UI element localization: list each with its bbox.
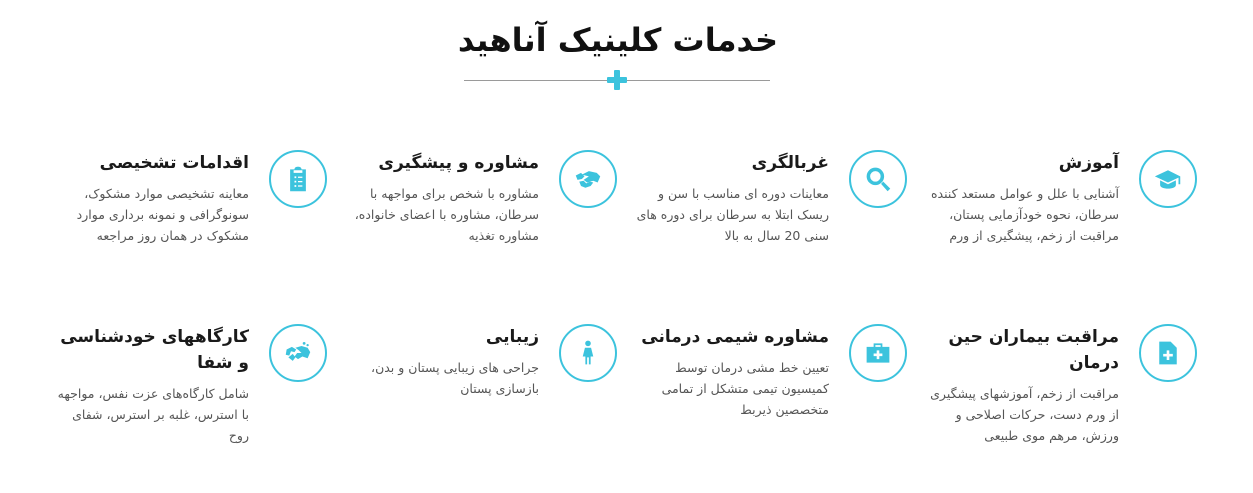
service-diagnostics [37,150,327,290]
service-title: مشاوره و پیشگیری [378,153,539,173]
clipboard-list-icon[interactable] [269,150,327,208]
service-title: اقدامات تشخیصی [99,153,249,173]
service-description: معاینات دوره ای مناسب با سن و ریسک ابتلا به سرطان برای دوره های سنی 20 سال به بالا [636,186,829,243]
female-icon[interactable] [559,324,617,382]
plus-icon [607,70,627,90]
service-workshops [37,324,327,464]
medical-file-icon[interactable] [1139,324,1197,382]
service-education [907,150,1197,290]
service-description: جراحی های زیبایی پستان و بدن، بازسازی پستان [371,360,539,396]
service-title: مشاوره شیمی درمانی [641,327,829,347]
service-screening [617,150,907,290]
graduation-cap-icon[interactable] [1139,150,1197,208]
service-title: مراقبت بیماران حین درمان [948,327,1119,373]
service-description: تعیین خط مشی درمان توسط کمیسیون تیمی متشکل از تمامی متخصصین ذیربط [661,360,829,417]
service-title: زیبایی [485,327,539,347]
service-patient-care [907,324,1197,464]
service-title: کارگاههای خودشناسی و شفا [60,327,249,373]
medkit-icon[interactable] [849,324,907,382]
service-description: آشنایی با علل و عوامل مستعد کننده سرطان، نحوه خودآزمایی پستان، مراقبت از زخم، پیشگیری از ورم [930,186,1119,243]
page-title: خدمات کلینیک آناهید [457,21,779,59]
search-icon[interactable] [849,150,907,208]
service-description: مراقبت از زخم، آموزشهای پیشگیری از ورم دست، حرکات اصلاحی و ورزش، مرهم موی طبیعی [930,386,1119,443]
service-counseling [327,150,617,290]
handshake-icon[interactable] [559,150,617,208]
service-title: غربالگری [751,153,829,173]
service-chemo-counseling [617,324,907,464]
service-description: مشاوره با شخص برای مواجهه با سرطان، مشاوره با اعضای خانواده، مشاوره تغذیه [354,186,539,243]
service-title: آموزش [1058,153,1119,173]
service-beauty [327,324,617,464]
hands-icon[interactable] [269,324,327,382]
service-description: شامل کارگاه‌های عزت نفس، مواجهه با استرس، غلبه بر استرس، شفای روح [57,386,249,443]
service-description: معاینه تشخیصی موارد مشکوک، سونوگرافی و نمونه برداری موارد مشکوک در همان روز مراجعه [76,186,249,243]
